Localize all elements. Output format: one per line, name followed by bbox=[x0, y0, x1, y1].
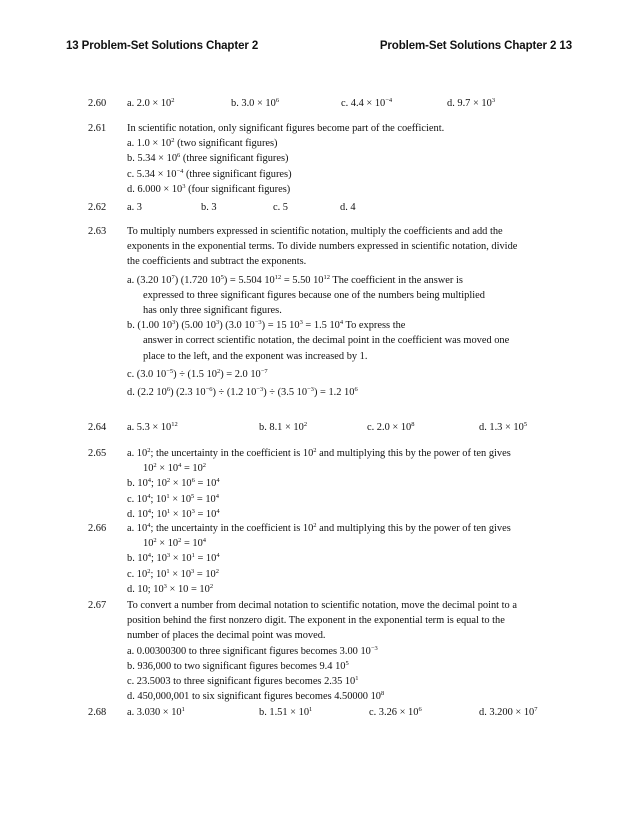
answer-a-cont: has only three significant figures. bbox=[143, 305, 282, 317]
answer-d: d. $3.200 \times 10^7$ bbox=[479, 706, 538, 718]
answer-b-cont: place to the left, and the exponent was increased by 1. bbox=[143, 350, 368, 362]
problem-2-66 bbox=[88, 521, 558, 597]
answer-a: a. 0.00300300 to three significant figures becomes 3.00 $10^{-3}$ bbox=[127, 644, 378, 657]
problem-2-62 bbox=[88, 200, 558, 215]
answer-a: a. $3.030 \times 10^1$ bbox=[127, 706, 185, 718]
answer-b: b. $1.51 \times 10^1$ bbox=[259, 706, 313, 718]
answer-c: c. $10^4$; $10^1 \times 10^5 = 10^4$ bbox=[127, 492, 219, 505]
problem-number: 2.67 bbox=[88, 600, 107, 611]
problem-2-65 bbox=[88, 446, 558, 522]
intro-text: In scientific notation, only significant figures become part of the coefficient. bbox=[127, 123, 445, 134]
answer-c: c. $10^2$; $10^1 \times 10^3 = 10^2$ bbox=[127, 567, 219, 580]
answer-c: c. (3.0 $10^{-5}) \div (1.5$ $10^2) = 2.0$ $10^{-7}$ bbox=[127, 367, 268, 380]
intro-line: exponents in the exponential terms. To divide numbers expressed in scientific notation, divide bbox=[127, 241, 518, 253]
problem-2-64 bbox=[88, 420, 558, 435]
answer-d: d. $10^4$; $10^1 \times 10^3 = 10^4$ bbox=[127, 507, 220, 520]
answer-c: c. $4.4 \times 10^{-4}$ bbox=[341, 97, 393, 109]
answer-d: d. (2.2 $10^6$) (2.3 $10^{-6}) \div (1.2$ $10^{-3}) \div (3.5$ $10^{-3}) = 1.2$ $10^6$ bbox=[127, 386, 358, 399]
problem-2-67 bbox=[88, 598, 558, 704]
answer-a-cont: expressed to three significant figures because one of the numbers being multiplied bbox=[143, 289, 485, 301]
problem-number: 2.61 bbox=[88, 123, 107, 134]
intro-line: To multiply numbers expressed in scientific notation, multiply the coefficients and add the bbox=[127, 226, 503, 237]
problem-number: 2.68 bbox=[88, 707, 107, 718]
answer-d: d. 4 bbox=[340, 202, 356, 213]
answer-b: b. (1.00 $10^3$) (5.00 $10^3$) (3.0 $10^{-3}) = 15$ $10^3 = 1.5$ $10^4$ To express the bbox=[127, 319, 406, 332]
header-left: 13 Problem-Set Solutions Chapter 2 bbox=[66, 40, 259, 52]
problem-2-63 bbox=[88, 224, 558, 400]
answer-b: b. 936,000 to two significant figures becomes 9.4 $10^5$ bbox=[127, 659, 349, 672]
answer-c: c. $5.34 \times 10^{-4}$ (three significant figures) bbox=[127, 167, 292, 180]
answer-d: d. 10; $10^3 \times 10 = 10^2$ bbox=[127, 582, 214, 595]
problem-2-68 bbox=[88, 705, 558, 720]
answer-a: a. $10^4$; the uncertainty in the coefficient is $10^2$ and multiplying this by the power of ten gives bbox=[127, 522, 511, 534]
answer-b: b. $8.1 \times 10^2$ bbox=[259, 421, 308, 433]
problem-2-60 bbox=[88, 96, 558, 111]
answer-b: b. 3 bbox=[201, 202, 217, 213]
problem-number: 2.60 bbox=[88, 98, 107, 109]
answer-b: b. $3.0 \times 10^6$ bbox=[231, 97, 280, 109]
intro-line: the coefficients and subtract the exponents. bbox=[127, 256, 307, 268]
answer-c: c. $3.26 \times 10^6$ bbox=[369, 706, 422, 718]
answer-c: c. $2.0 \times 10^8$ bbox=[367, 421, 415, 433]
answer-a: a. $5.3 \times 10^{12}$ bbox=[127, 421, 178, 433]
answer-d: d. 450,000,001 to six significant figures becomes 4.50000 $10^8$ bbox=[127, 690, 385, 703]
answer-a: a. (3.20 $10^7$) (1.720 $10^5) = 5.504$ $10^{12} = 5.50$ $10^{12}$ The coefficient in the answer is bbox=[127, 273, 463, 286]
answer-a-cont: $10^2 \times 10^2 = 10^4$ bbox=[143, 537, 207, 550]
answer-d: d. $6.000 \times 10^3$ (four significant figures) bbox=[127, 182, 291, 195]
answer-a: a. 3 bbox=[127, 202, 143, 213]
intro-line: position behind the first nonzero digit. The exponent in the exponential term is equal to the bbox=[127, 615, 505, 627]
answer-a: a. $10^2$; the uncertainty in the coefficient is $10^2$ and multiplying this by the power of ten gives bbox=[127, 447, 511, 459]
header-right: Problem-Set Solutions Chapter 2 13 bbox=[379, 40, 572, 52]
problem-number: 2.66 bbox=[88, 523, 107, 534]
answer-b: b. $10^4$; $10^3 \times 10^1 = 10^4$ bbox=[127, 552, 220, 565]
problem-number: 2.64 bbox=[88, 422, 107, 433]
problem-number: 2.62 bbox=[88, 202, 107, 213]
answer-d: d. $1.3 \times 10^5$ bbox=[479, 421, 528, 433]
answer-b: b. $5.34 \times 10^6$ (three significant figures) bbox=[127, 152, 289, 165]
problem-2-61 bbox=[88, 121, 558, 197]
answer-a-cont: $10^2 \times 10^4 = 10^2$ bbox=[143, 462, 207, 475]
answer-b: b. $10^4$; $10^2 \times 10^6 = 10^4$ bbox=[127, 477, 220, 490]
answer-c: c. 5 bbox=[273, 202, 289, 213]
answer-b-cont: answer in correct scientific notation, the decimal point in the coefficient was moved one bbox=[143, 335, 510, 347]
answer-a: a. $1.0 \times 10^2$ (two significant figures) bbox=[127, 137, 278, 150]
answer-a: a. $2.0 \times 10^2$ bbox=[127, 97, 175, 109]
problem-number: 2.65 bbox=[88, 448, 107, 459]
problem-number: 2.63 bbox=[88, 226, 107, 237]
intro-line: To convert a number from decimal notation to scientific notation, move the decimal point to a bbox=[127, 600, 517, 611]
answer-c: c. 23.5003 to three significant figures becomes 2.35 $10^1$ bbox=[127, 675, 359, 688]
intro-line: number of places the decimal point was moved. bbox=[127, 630, 326, 642]
answer-d: d. $9.7 \times 10^3$ bbox=[447, 97, 496, 109]
